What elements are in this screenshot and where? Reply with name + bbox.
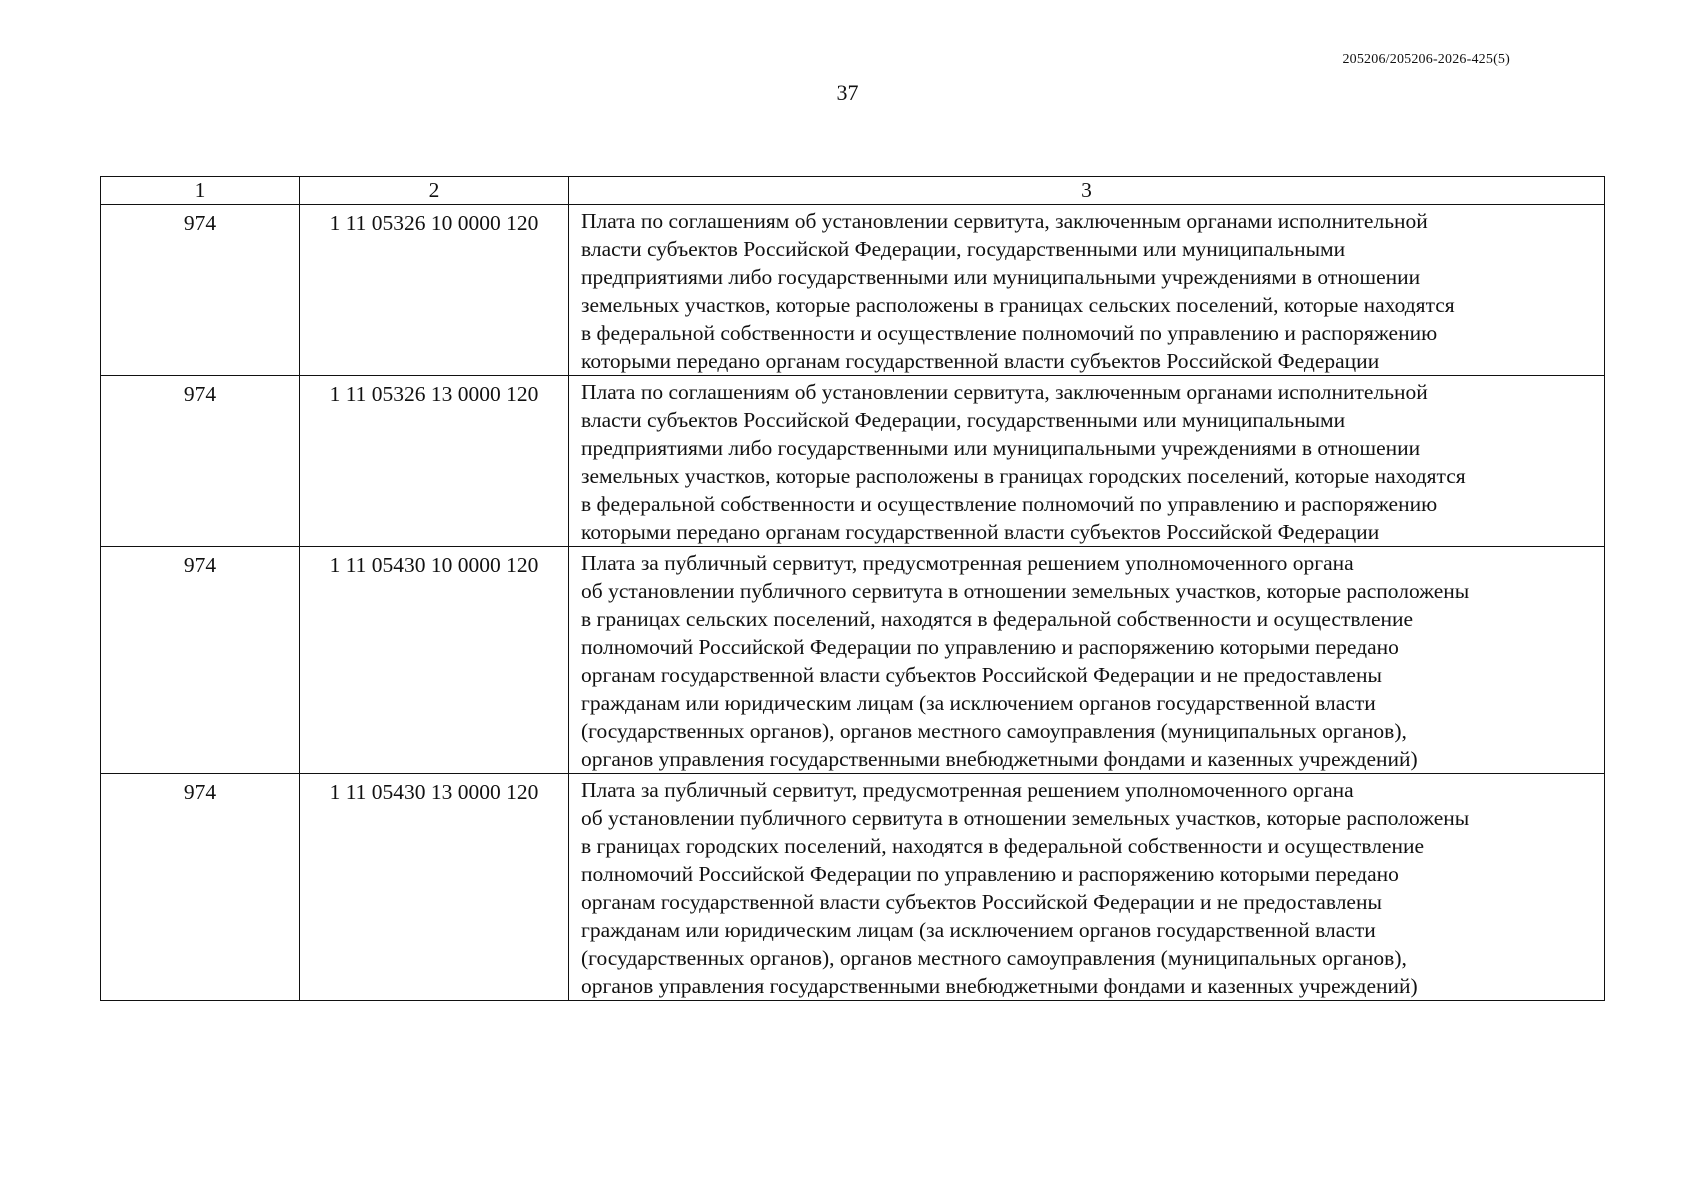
admin-code-cell: 974: [101, 547, 300, 774]
table-header-row: [101, 177, 1605, 205]
column-header-1: 1: [101, 177, 300, 205]
budget-classification-code-cell: 1 11 05326 10 0000 120: [300, 205, 569, 376]
description-line: земельных участков, которые расположены в границах городских поселений, которые находятся: [581, 464, 1466, 488]
description-line: Плата за публичный сервитут, предусмотренная решением уполномоченного органа: [581, 778, 1354, 802]
table-row: [101, 774, 1605, 1001]
description-line: органам государственной власти субъектов Российской Федерации и не предоставлены: [581, 890, 1382, 914]
budget-classification-code-cell: 1 11 05430 10 0000 120: [300, 547, 569, 774]
description-line: власти субъектов Российской Федерации, государственными или муниципальными: [581, 237, 1346, 261]
table-body: [101, 205, 1605, 1001]
table-row: [101, 547, 1605, 774]
document-id: 205206/205206-2026-425(5): [1342, 52, 1510, 67]
budget-codes-table: [100, 176, 1605, 1001]
description-line: в федеральной собственности и осуществление полномочий по управлению и распоряжению: [581, 492, 1438, 516]
column-header-2: 2: [300, 177, 569, 205]
revenue-description-cell: [569, 205, 1605, 376]
description-line: земельных участков, которые расположены в границах сельских поселений, которые находятся: [581, 293, 1455, 317]
page-number: 37: [836, 80, 859, 105]
description-line: Плата за публичный сервитут, предусмотренная решением уполномоченного органа: [581, 551, 1354, 575]
table-row: [101, 205, 1605, 376]
description-line: органов управления государственными внебюджетными фондами и казенных учреждений): [581, 747, 1418, 771]
description-line: (государственных органов), органов местного самоуправления (муниципальных органов),: [581, 946, 1407, 970]
description-line: в федеральной собственности и осуществление полномочий по управлению и распоряжению: [581, 321, 1438, 345]
description-line: предприятиями либо государственными или муниципальными учреждениями в отношении: [581, 265, 1421, 289]
description-line: гражданам или юридическим лицам (за исключением органов государственной власти: [581, 918, 1376, 942]
description-line: Плата по соглашениям об установлении сервитута, заключенным органами исполнительной: [581, 380, 1428, 404]
description-line: Плата по соглашениям об установлении сервитута, заключенным органами исполнительной: [581, 209, 1428, 233]
description-line: органам государственной власти субъектов Российской Федерации и не предоставлены: [581, 663, 1382, 687]
budget-classification-code-cell: 1 11 05430 13 0000 120: [300, 774, 569, 1001]
description-line: органов управления государственными внебюджетными фондами и казенных учреждений): [581, 974, 1418, 998]
description-line: об установлении публичного сервитута в отношении земельных участков, которые расположены: [581, 579, 1470, 603]
admin-code-cell: 974: [101, 205, 300, 376]
description-line: которыми передано органам государственной власти субъектов Российской Федерации: [581, 520, 1380, 544]
description-line: гражданам или юридическим лицам (за исключением органов государственной власти: [581, 691, 1376, 715]
revenue-description-cell: [569, 547, 1605, 774]
description-line: полномочий Российской Федерации по управлению и распоряжению которыми передано: [581, 862, 1399, 886]
description-line: полномочий Российской Федерации по управлению и распоряжению которыми передано: [581, 635, 1399, 659]
description-line: об установлении публичного сервитута в отношении земельных участков, которые расположены: [581, 806, 1470, 830]
column-header-3: 3: [569, 177, 1605, 205]
description-line: которыми передано органам государственной власти субъектов Российской Федерации: [581, 349, 1380, 373]
revenue-description-cell: [569, 376, 1605, 547]
admin-code-cell: 974: [101, 774, 300, 1001]
description-line: в границах сельских поселений, находятся в федеральной собственности и осуществление: [581, 607, 1414, 631]
table-row: [101, 376, 1605, 547]
description-line: в границах городских поселений, находятся в федеральной собственности и осуществление: [581, 834, 1425, 858]
budget-classification-code-cell: 1 11 05326 13 0000 120: [300, 376, 569, 547]
admin-code-cell: 974: [101, 376, 300, 547]
description-line: власти субъектов Российской Федерации, государственными или муниципальными: [581, 408, 1346, 432]
description-line: (государственных органов), органов местного самоуправления (муниципальных органов),: [581, 719, 1407, 743]
revenue-description-cell: [569, 774, 1605, 1001]
description-line: предприятиями либо государственными или муниципальными учреждениями в отношении: [581, 436, 1421, 460]
